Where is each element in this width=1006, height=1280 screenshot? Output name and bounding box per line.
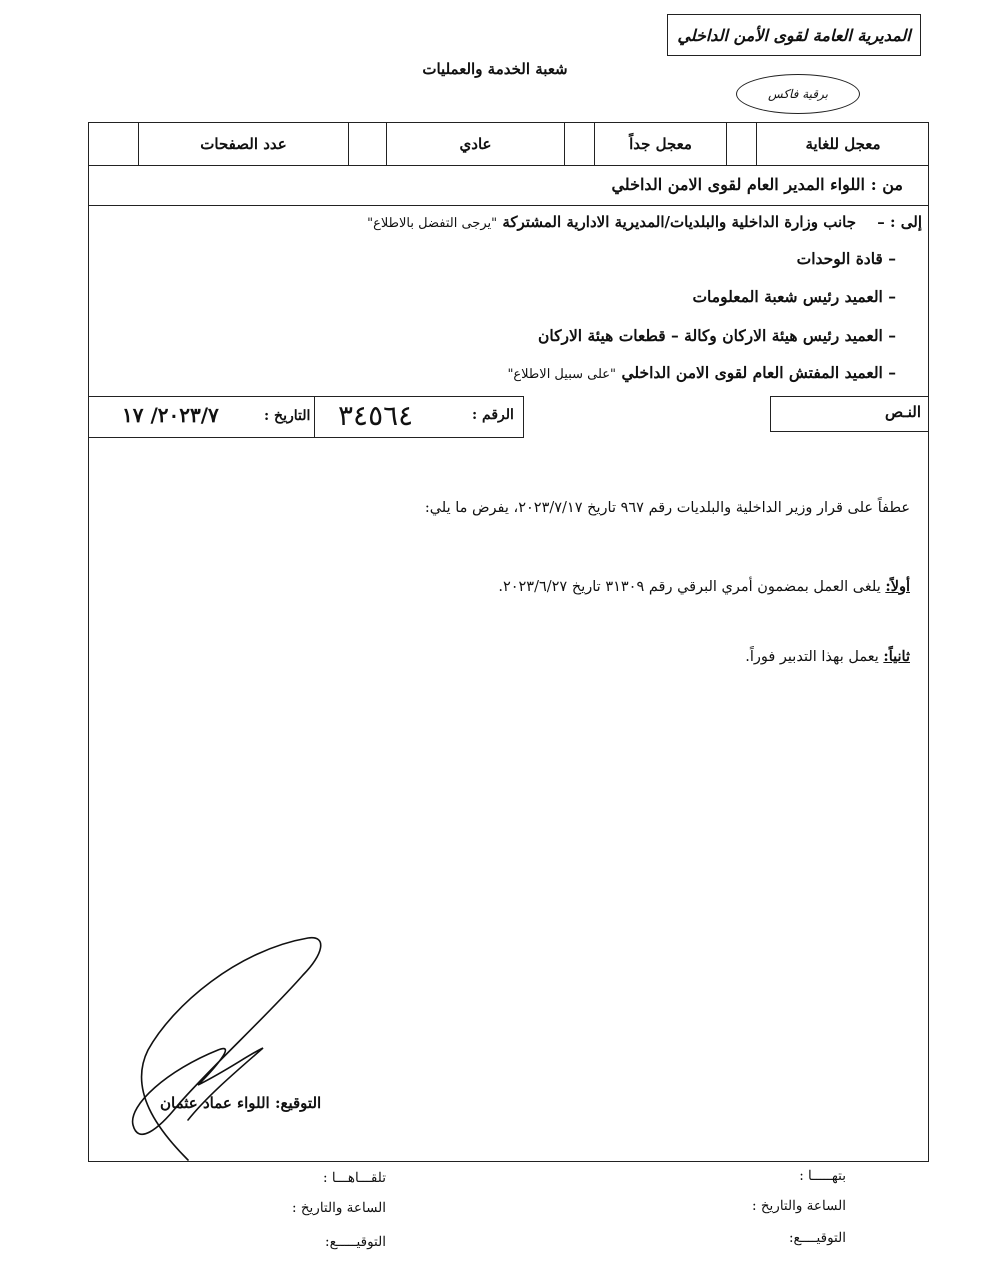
department-title: شعبة الخدمة والعمليات — [422, 60, 568, 78]
body-second-item — [745, 648, 910, 665]
to-line-3: – العميد رئيس هيئة الاركان وكالة – قطعات هيئة الاركان — [537, 326, 896, 345]
pages-count-value — [88, 122, 138, 166]
pages-count-cell — [138, 122, 348, 166]
fax-stamp — [736, 74, 860, 114]
text-label: النـص — [884, 403, 921, 421]
from-row — [88, 166, 929, 206]
number-label: الرقم : — [472, 407, 514, 423]
to-line-2: – العميد رئيس شعبة المعلومات — [692, 287, 896, 306]
footer-sent-time: الساعة والتاريخ : — [751, 1198, 846, 1214]
date-label: التاريخ : — [264, 408, 311, 424]
footer-sent-by: بتهـــــا : — [799, 1168, 846, 1184]
urgency-row — [88, 122, 929, 166]
to-line-4-text: – العميد المفتش العام لقوى الامن الداخلي — [621, 363, 896, 382]
to-first-recipient-text: جانب وزارة الداخلية والبلديات/المديرية الادارية المشتركة — [502, 213, 856, 231]
from-label: من : — [870, 175, 903, 194]
fax-stamp-text: برقية فاكس — [768, 87, 828, 101]
body-first-text: يلغى العمل بمضمون أمري البرقي رقم ٣١٣٠٩ تاريخ ٢٠٢٣/٦/٢٧. — [498, 579, 881, 595]
urgency-normal-label: عادي — [459, 135, 492, 153]
urgency-very-urgent — [594, 122, 726, 166]
date-value: ٢٠٢٣/٧/ ١٧ — [122, 403, 219, 427]
urgency-very-urgent-label: معجل جداً — [629, 135, 692, 153]
to-line-1: – قادة الوحدات — [796, 249, 896, 268]
urgency-checkbox-3 — [348, 122, 386, 166]
body-second-label: ثانياً: — [883, 648, 910, 665]
urgency-checkbox-2 — [564, 122, 594, 166]
to-label: إلى : – — [877, 213, 922, 231]
to-line-4 — [507, 363, 896, 382]
footer-received-time: الساعة والتاريخ : — [291, 1200, 386, 1216]
handwritten-signature — [118, 930, 338, 1170]
urgency-most-urgent-label: معجل للغاية — [805, 135, 881, 153]
to-first-note: "يرجى التفضل بالاطلاع" — [367, 216, 498, 231]
pages-count-label: عدد الصفحات — [200, 135, 287, 153]
body-second-text: يعمل بهذا التدبير فوراً. — [745, 649, 879, 665]
reference-box — [88, 396, 524, 438]
to-last-note: "على سبيل الاطلاع" — [507, 367, 617, 382]
body-intro: عطفاً على قرار وزير الداخلية والبلديات رقم ٩٦٧ تاريخ ٢٠٢٣/٧/١٧، يفرض ما يلي: — [424, 500, 910, 516]
number-value: ٣٤٥٦٤ — [338, 399, 414, 432]
from-value: اللواء المدير العام لقوى الامن الداخلي — [611, 175, 865, 194]
to-first-recipient — [367, 213, 856, 231]
body-first-label: أولاً: — [885, 578, 910, 595]
footer-received-signature: التوقيـــــع: — [325, 1234, 386, 1250]
footer-sent-signature: التوقيــــع: — [789, 1230, 846, 1246]
text-label-box — [770, 396, 929, 432]
reference-divider — [314, 397, 315, 437]
directorate-name: المديرية العامة لقوى الأمن الداخلي — [677, 25, 911, 45]
signature-line: التوقيع: اللواء عماد عثمان — [160, 1094, 322, 1112]
urgency-normal — [386, 122, 564, 166]
footer-received-by: تلقـــاهـــا : — [323, 1170, 386, 1186]
urgency-checkbox-1 — [726, 122, 756, 166]
urgency-most-urgent — [756, 122, 929, 166]
body-first-item — [498, 578, 910, 595]
directorate-header-box — [667, 14, 921, 56]
